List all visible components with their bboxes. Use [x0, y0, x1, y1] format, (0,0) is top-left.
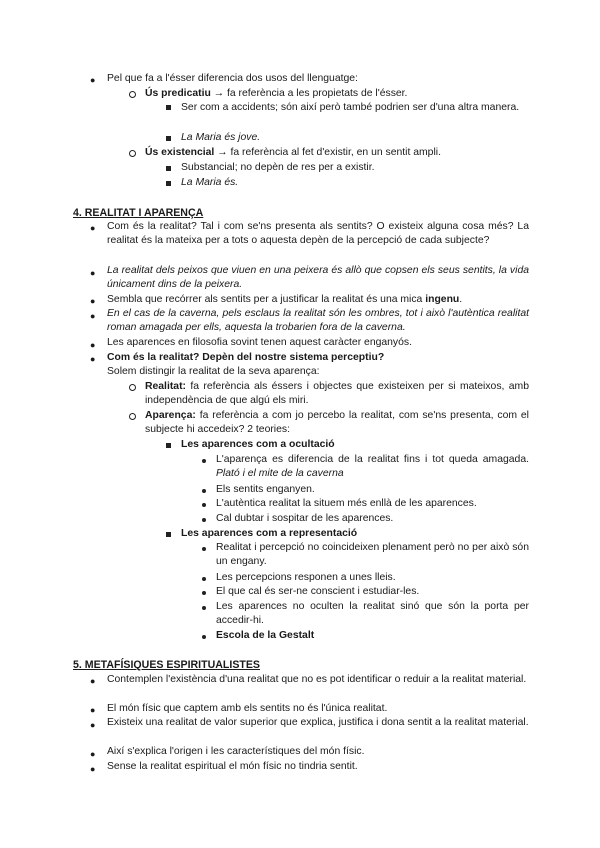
s4-bullet1: Com és la realitat? Tal i com se'ns presenta als sentits? O existeix alguna cosa més? La realitat és la mateixa per a tots o aquesta depèn de la percepció de cada subjecte? — [107, 221, 529, 246]
ocultacio-title: Les aparences com a ocultació — [181, 439, 335, 450]
ocultacio-item3: L'autèntica realitat la situem més enllà de les aparences. — [216, 498, 477, 509]
s5-bullet3: Existeix una realitat de valor superior que explica, justifica i dona sentit a la realitat material. — [107, 717, 529, 728]
s4-bullet3-bold: ingenu — [425, 294, 460, 305]
representacio-item5: Escola de la Gestalt — [216, 630, 315, 641]
dot-bullet-icon — [202, 547, 206, 551]
dot-bullet-icon — [202, 489, 206, 493]
s5-bullet5: Sense la realitat espiritual el món físic no tindria sentit. — [107, 761, 358, 772]
representacio-item3: El que cal és ser-ne conscient i estudiar-les. — [216, 586, 420, 597]
realitat-item — [145, 380, 529, 408]
bullet-icon: ● — [90, 676, 96, 686]
bullet-icon: ● — [90, 311, 96, 321]
dot-bullet-icon — [202, 635, 206, 639]
s4-bullet3-text: Sembla que recórrer als sentits per a justificar la realitat és una mica — [107, 294, 426, 305]
bullet-icon: ● — [90, 720, 96, 730]
section4-heading: 4. REALITAT I APARENÇA — [73, 207, 204, 219]
dot-bullet-icon — [202, 518, 206, 522]
dot-bullet-icon — [202, 591, 206, 595]
bullet-icon: ● — [90, 705, 96, 715]
bullet-icon: ● — [90, 749, 96, 759]
s4-bullet4: En el cas de la caverna, pels esclaus la realitat són les ombres, tot i això l'autèntica realitat roman amagada per ells, aquesta la trobarien fora de la caverna. — [107, 308, 529, 333]
square-bullet-icon — [166, 443, 171, 448]
representacio-item4: Les aparences no oculten la realitat sinó que són la porta per accedir-hi. — [216, 601, 529, 626]
s4-bullet3-end: . — [459, 294, 463, 305]
s4-bullet3 — [107, 293, 462, 307]
circle-bullet-icon — [129, 150, 136, 157]
representacio-item1: Realitat i percepció no coincideixen plenament però no per això són un engany. — [216, 542, 529, 567]
square-bullet-icon — [166, 532, 171, 537]
square-bullet-icon — [166, 136, 171, 141]
dot-bullet-icon — [202, 577, 206, 581]
existencial-term: Ús existencial — [145, 147, 215, 158]
realitat-text: fa referència als éssers i objectes que existeixen per si mateixos, amb independència de que algú els miri. — [145, 381, 529, 406]
circle-bullet-icon — [129, 413, 136, 420]
representacio-title: Les aparences com a representació — [181, 528, 358, 539]
square-bullet-icon — [166, 166, 171, 171]
bullet-icon: ● — [90, 268, 96, 278]
circle-bullet-icon — [129, 384, 136, 391]
existencial-item — [145, 146, 441, 160]
square-bullet-icon — [166, 181, 171, 186]
s4-bullet2: La realitat dels peixos que viuen en una peixera és allò que copsen els seus sentits, la vida únicament dins de la peixera. — [107, 265, 529, 290]
aparenca-item — [145, 409, 529, 437]
s5-bullet2: El món físic que captem amb els sentits no és l'única realitat. — [107, 703, 388, 714]
bullet-icon: ● — [90, 223, 96, 233]
section5-heading: 5. METAFÍSIQUES ESPIRITUALISTES — [73, 659, 260, 671]
square-bullet-icon — [166, 105, 171, 110]
bullet-icon: ● — [90, 296, 96, 306]
bullet-icon: ● — [90, 340, 96, 350]
existencial-sub2: La Maria és. — [181, 177, 239, 188]
representacio-item2: Les percepcions responen a unes lleis. — [216, 572, 396, 583]
ocultacio-item1 — [216, 453, 529, 481]
intro-line: Pel que fa a l'ésser diferencia dos usos del llenguatge: — [107, 73, 358, 84]
aparenca-text: fa referència a com jo percebo la realitat, com se'ns presenta, com el subjecte hi accedeix? 2 teories: — [145, 410, 529, 435]
s4-bullet6-cont: Solem distingir la realitat de la seva aparença: — [107, 366, 320, 377]
predicatiu-term: Ús predicatiu — [145, 88, 211, 99]
predicatiu-text: → fa referència a les propietats de l'ésser. — [210, 88, 408, 99]
predicatiu-sub1: Ser com a accidents; són així però també podrien ser d'una altra manera. — [181, 102, 520, 113]
ocultacio-item1-italic: Plató i el mite de la caverna — [216, 468, 344, 479]
existencial-text: → fa referència al fet d'existir, en un sentit ampli. — [214, 147, 441, 158]
ocultacio-item1-text: L'aparença es diferencia de la realitat fins i tot queda amagada. — [216, 454, 529, 465]
s4-bullet6: Com és la realitat? Depèn del nostre sistema perceptiu? — [107, 352, 385, 363]
predicatiu-item — [145, 87, 407, 101]
circle-bullet-icon — [129, 91, 136, 98]
dot-bullet-icon — [202, 503, 206, 507]
s5-bullet4: Així s'explica l'origen i les característiques del món físic. — [107, 746, 365, 757]
bullet-icon: ● — [90, 75, 96, 85]
dot-bullet-icon — [202, 459, 206, 463]
bullet-icon: ● — [90, 764, 96, 774]
s4-bullet5: Les aparences en filosofia sovint tenen aquest caràcter enganyós. — [107, 337, 412, 348]
bullet-icon: ● — [90, 354, 96, 364]
aparenca-term: Aparença: — [145, 410, 196, 421]
realitat-term: Realitat: — [145, 381, 186, 392]
ocultacio-item4: Cal dubtar i sospitar de les aparences. — [216, 513, 394, 524]
ocultacio-item2: Els sentits enganyen. — [216, 484, 315, 495]
predicatiu-sub2: La Maria és jove. — [181, 132, 261, 143]
existencial-sub1: Substancial; no depèn de res per a existir. — [181, 162, 375, 173]
dot-bullet-icon — [202, 606, 206, 610]
s5-bullet1: Contemplen l'existència d'una realitat que no es pot identificar o reduir a la realitat material. — [107, 674, 527, 685]
